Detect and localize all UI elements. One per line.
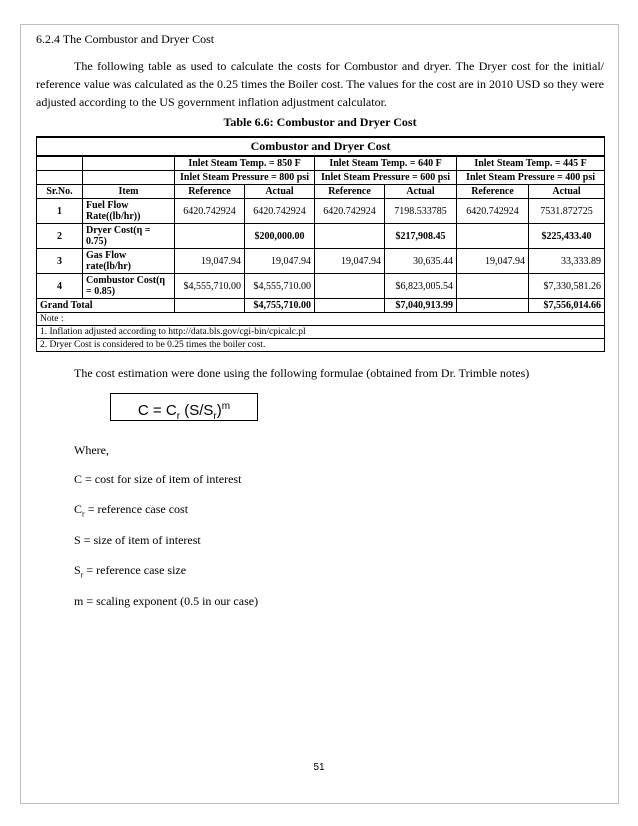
temp-header: Inlet Steam Temp. = 850 F (175, 156, 315, 171)
value-cell: 7198.533785 (385, 199, 457, 224)
formula-intro: The cost estimation were done using the following formulae (obtained from Dr. Trimble notes) (74, 366, 530, 380)
total-cell: $7,040,913.99 (385, 299, 457, 313)
value-cell: 19,047.94 (175, 249, 245, 274)
total-cell (315, 299, 385, 313)
value-cell: 7531.872725 (529, 199, 605, 224)
formula-part: ) (216, 402, 222, 419)
definition-subscript: r (80, 570, 84, 580)
formula-exponent: m (221, 401, 231, 412)
sr-number: 3 (37, 249, 83, 274)
grand-total-row (37, 299, 605, 313)
total-cell: $7,556,014.66 (529, 299, 605, 313)
value-cell (175, 224, 245, 249)
total-cell: $4,755,710.00 (245, 299, 315, 313)
item-label: Fuel Flow Rate((lb/hr)) (83, 199, 175, 224)
formula-box (110, 393, 258, 421)
formula-subscript: r (213, 411, 217, 422)
value-cell: $4,555,710.00 (245, 274, 315, 299)
definition-text: = reference case cost (84, 502, 189, 517)
definition-text: = reference case size (83, 563, 187, 578)
definition-line (74, 472, 604, 488)
definition-line (74, 594, 604, 610)
note-line: 2. Dryer Cost is considered to be 0.25 times the boiler cost. (37, 339, 605, 352)
pressure-header: Inlet Steam Pressure = 800 psi (175, 171, 315, 185)
value-cell: 33,333.89 (529, 249, 605, 274)
formula-part: C = C (137, 402, 177, 419)
value-cell: $7,330,581.26 (529, 274, 605, 299)
column-header: Reference (315, 185, 385, 199)
pressure-header: Inlet Steam Pressure = 400 psi (457, 171, 605, 185)
total-cell (175, 299, 245, 313)
blank-cell (37, 171, 83, 185)
definition-line (74, 502, 604, 518)
item-label: Dryer Cost(η = 0.75) (83, 224, 175, 249)
blank-cell (37, 156, 83, 171)
value-cell: $4,555,710.00 (175, 274, 245, 299)
table-row (37, 224, 605, 249)
item-label: Gas Flow rate(lb/hr) (83, 249, 175, 274)
value-cell (315, 274, 385, 299)
table-row (37, 274, 605, 299)
item-label: Combustor Cost(η = 0.85) (83, 274, 175, 299)
value-cell: $200,000.00 (245, 224, 315, 249)
blank-cell (83, 171, 175, 185)
column-header: Item (83, 185, 175, 199)
value-cell: $6,823,005.54 (385, 274, 457, 299)
definition-symbol: S (74, 532, 81, 547)
formula-subscript: r (176, 411, 181, 422)
sr-number: 1 (37, 199, 83, 224)
sr-number: 2 (37, 224, 83, 249)
table-caption: Table 6.6: Combustor and Dryer Cost (223, 115, 417, 129)
value-cell: $225,433.40 (529, 224, 605, 249)
sr-number: 4 (37, 274, 83, 299)
formula-part: (S/S (180, 402, 214, 419)
value-cell: 6420.742924 (457, 199, 529, 224)
value-cell: 19,047.94 (315, 249, 385, 274)
value-cell (457, 224, 529, 249)
value-cell: 6420.742924 (175, 199, 245, 224)
column-header: Reference (175, 185, 245, 199)
column-header: Actual (385, 185, 457, 199)
table-row (37, 249, 605, 274)
blank-cell (83, 156, 175, 171)
temp-header: Inlet Steam Temp. = 445 F (457, 156, 605, 171)
value-cell (315, 224, 385, 249)
cost-table (36, 136, 605, 352)
definition-symbol: C (74, 502, 83, 517)
document-body (36, 32, 604, 610)
value-cell: $217,908.45 (385, 224, 457, 249)
intro-paragraph: The following table as used to calculate the costs for Combustor and dryer. The Dryer cost for the initial/ reference value was calculated as the 0.25 times the Boiler cost. The values for the cost are in 2010 USD so they were adjusted according to the US government inflation adjustment calculator. (36, 59, 604, 109)
definition-symbol: C (74, 472, 83, 486)
total-cell (457, 299, 529, 313)
value-cell: 6420.742924 (315, 199, 385, 224)
temp-header: Inlet Steam Temp. = 640 F (315, 156, 457, 171)
column-header: Actual (245, 185, 315, 199)
page-number: 51 (313, 762, 325, 773)
definition-symbol: S (74, 563, 81, 578)
value-cell: 19,047.94 (245, 249, 315, 274)
definition-text: = size of item of interest (80, 532, 201, 547)
pressure-header: Inlet Steam Pressure = 600 psi (315, 171, 457, 185)
definition-line (74, 563, 604, 579)
column-header: Actual (529, 185, 605, 199)
definition-symbol: m (74, 593, 84, 608)
note-heading: Note : (37, 313, 605, 326)
table-row (37, 199, 605, 224)
value-cell: 19,047.94 (457, 249, 529, 274)
definition-text: = scaling exponent (0.5 in our case) (83, 593, 259, 608)
section-heading: 6.2.4 The Combustor and Dryer Cost (36, 32, 215, 46)
column-header: Reference (457, 185, 529, 199)
grand-total-label: Grand Total (37, 299, 175, 313)
where-label: Where, (74, 443, 109, 457)
table-title: Combustor and Dryer Cost (37, 137, 605, 156)
note-line: 1. Inflation adjusted according to http://data.bls.gov/cgi-bin/cpicalc.pl (37, 326, 605, 339)
definition-subscript: r (82, 509, 85, 519)
definition-line (74, 533, 604, 549)
column-header: Sr.No. (37, 185, 83, 199)
value-cell (457, 274, 529, 299)
definition-text: = cost for size of item of interest (82, 472, 242, 486)
value-cell: 30,635.44 (385, 249, 457, 274)
value-cell: 6420.742924 (245, 199, 315, 224)
